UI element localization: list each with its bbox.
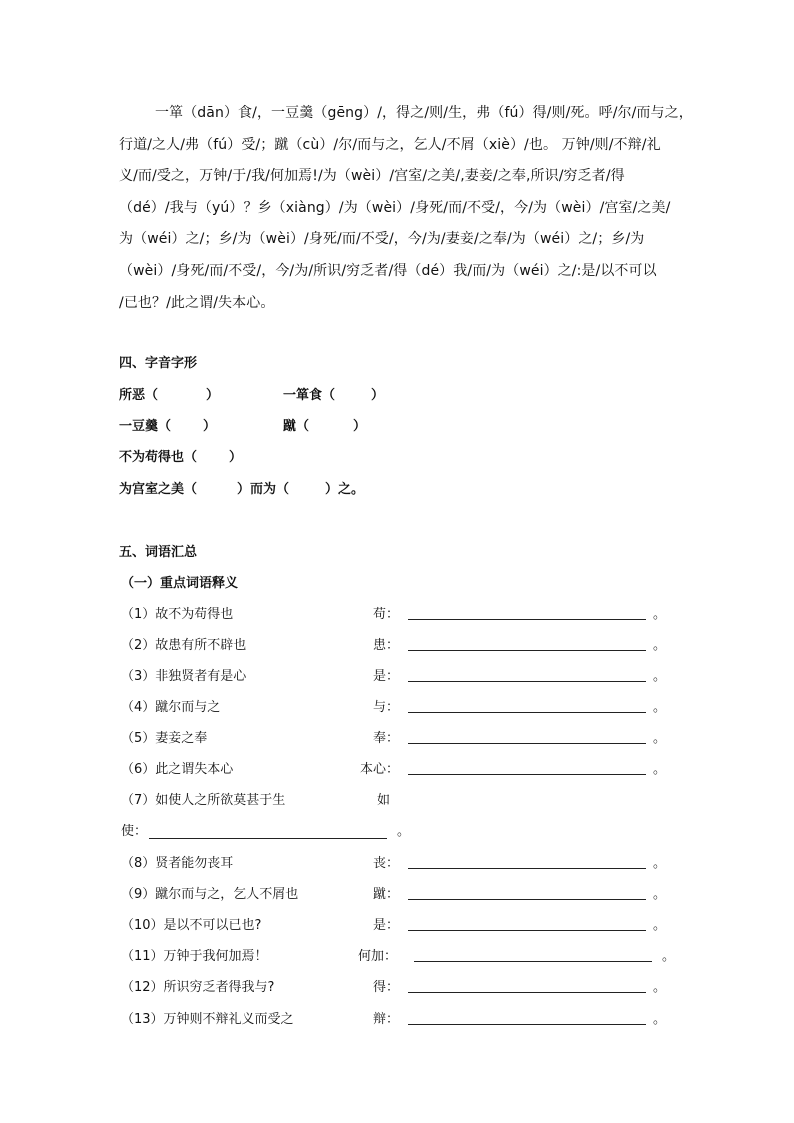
vocab-continuation: 使： 。 — [121, 824, 411, 839]
passage-line: 为（wéi）之/；乡/为（wèi）/身死/而/不受/，今/为/妻妾/之奉/为（wéi）之/；乡/为 — [119, 231, 645, 248]
answer-blank[interactable] — [408, 712, 646, 713]
vocab-key: 丧： — [372, 856, 399, 871]
end-mark: 。 — [653, 700, 667, 715]
vocab-row — [121, 852, 681, 872]
end-mark: 。 — [653, 1012, 667, 1027]
passage-line: （wèi）/身死/而/不受/，今/为/所识/穷乏者/得（dé）我/而/为（wéi）之/:是/以不可以 — [119, 262, 657, 279]
pronunciation-item: 不为苟得也（ ） — [119, 450, 243, 465]
end-mark: 。 — [653, 669, 667, 684]
passage-line: 一箪（dān）食/，一豆羹（gēng）/，得之/则/生，弗（fú）得/则/死。呼/尔/而与之， — [155, 105, 693, 121]
pronunciation-item: 为宫室之美（ ）而为（ ）之。 — [119, 482, 365, 497]
vocab-key: 是： — [372, 918, 399, 933]
vocab-key: 是： — [372, 669, 399, 684]
answer-blank[interactable] — [408, 619, 646, 620]
vocab-row — [121, 665, 681, 685]
vocab-question: （4）蹴尔而与之 — [121, 700, 221, 715]
answer-blank[interactable] — [414, 961, 652, 962]
pronunciation-item: 一豆羹（ ） — [119, 419, 217, 434]
vocab-row — [121, 696, 681, 716]
answer-blank[interactable] — [408, 899, 646, 900]
vocab-key: 患： — [372, 638, 399, 653]
vocab-question: （6）此之谓失本心 — [121, 762, 234, 777]
end-mark: 。 — [653, 887, 667, 902]
vocab-row — [121, 634, 681, 654]
vocab-row — [121, 945, 681, 965]
answer-blank[interactable] — [408, 930, 646, 931]
vocab-key: 何加： — [357, 949, 397, 964]
section-4-title: 四、字音字形 — [119, 356, 198, 371]
vocab-question: （10）是以不可以已也? — [121, 918, 262, 933]
section-5-subtitle: （一）重点词语释义 — [121, 576, 239, 591]
classical-passage — [119, 98, 693, 319]
vocab-key: 苟： — [372, 607, 399, 622]
vocab-key: 得： — [372, 980, 399, 995]
answer-blank[interactable] — [408, 681, 646, 682]
end-mark: 。 — [662, 949, 676, 964]
vocab-question: （7）如使人之所欲莫甚于生 — [121, 793, 286, 808]
vocab-key: 与： — [372, 700, 399, 715]
end-mark: 。 — [653, 607, 667, 622]
end-mark: 。 — [653, 638, 667, 653]
end-mark: 。 — [653, 918, 667, 933]
end-mark: 。 — [653, 762, 667, 777]
passage-line: /已也？/此之谓/失本心。 — [119, 294, 275, 311]
vocab-row — [121, 1008, 681, 1028]
vocab-row — [121, 976, 681, 996]
vocab-row — [121, 883, 681, 903]
vocab-row — [121, 789, 681, 809]
vocab-question: （11）万钟于我何加焉！ — [121, 949, 268, 964]
vocab-row — [121, 914, 681, 934]
vocab-key: 本心： — [359, 762, 399, 777]
pronunciation-item: 蹴（ ） — [283, 419, 367, 434]
end-mark: 。 — [653, 980, 667, 995]
pronunciation-item: 一箪食（ ） — [283, 388, 385, 403]
vocab-question: （5）妻妾之奉 — [121, 731, 208, 746]
answer-blank[interactable] — [149, 824, 387, 839]
pronunciation-item: 所恶（ ） — [119, 388, 220, 403]
answer-blank[interactable] — [408, 650, 646, 651]
vocab-key: 奉： — [372, 731, 399, 746]
passage-line: 行道/之人/弗（fú）受/；蹴（cù）/尔/而与之，乞人/不屑（xiè）/也。 万钟/则/不辩/礼 — [119, 136, 661, 153]
passage-line: （dé）/我与（yú）？乡（xiàng）/为（wèi）/身死/而/不受/，今/为（wèi）/宫室/之美/ — [119, 199, 671, 216]
vocab-question: （9）蹴尔而与之，乞人不屑也 — [121, 887, 299, 902]
section-5-title: 五、词语汇总 — [119, 545, 198, 560]
vocab-question: （1）故不为苟得也 — [121, 607, 234, 622]
answer-blank[interactable] — [408, 1024, 646, 1025]
vocab-row — [121, 603, 681, 623]
answer-blank[interactable] — [408, 992, 646, 993]
vocab-key: 辩： — [372, 1012, 399, 1027]
end-mark: 。 — [653, 731, 667, 746]
answer-blank[interactable] — [408, 743, 646, 744]
answer-blank[interactable] — [408, 774, 646, 775]
vocab-question: （8）贤者能勿丧耳 — [121, 856, 234, 871]
vocab-question: （13）万钟则不辩礼义而受之 — [121, 1012, 294, 1027]
vocab-key: 蹴： — [372, 887, 399, 902]
vocab-row — [121, 727, 681, 747]
vocab-key: 如 — [377, 793, 391, 808]
end-mark: 。 — [397, 824, 411, 839]
passage-line: 义/而/受之，万钟/于/我/何加焉!/为（wèi）/宫室/之美/,妻妾/之奉,所识/穷乏者/得 — [119, 168, 625, 185]
vocab-row — [121, 758, 681, 778]
end-mark: 。 — [653, 856, 667, 871]
vocab-question: （2）故患有所不辟也 — [121, 638, 247, 653]
vocab-question: （3）非独贤者有是心 — [121, 669, 247, 684]
answer-blank[interactable] — [408, 868, 646, 869]
vocab-question: （12）所识穷乏者得我与? — [121, 980, 275, 995]
